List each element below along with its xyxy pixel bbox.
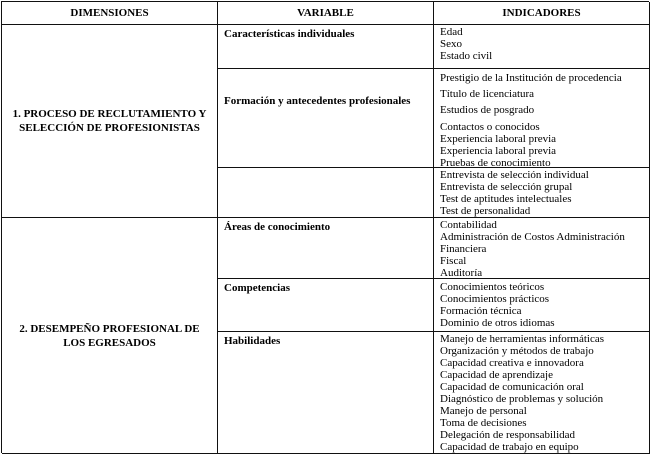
indicator-cell: [434, 218, 650, 279]
indicator-item: Dominio de otros idiomas: [440, 317, 555, 329]
indicator-item: Administración de Costos Administración: [440, 231, 625, 243]
indicator-cell: [434, 332, 650, 454]
indicator-item: Auditoría: [440, 267, 483, 279]
indicator-item: Capacidad creativa e innovadora: [440, 357, 584, 369]
indicator-item: Estado civil: [440, 50, 493, 62]
indicator-item: Conocimientos teóricos: [440, 281, 545, 293]
variable-cell: [218, 168, 434, 218]
indicator-cell: [434, 25, 650, 69]
dimension-label: 2. DESEMPEÑO PROFESIONAL DE LOS EGRESADOS: [19, 322, 200, 349]
indicator-item: Manejo de herramientas informáticas: [440, 333, 605, 345]
indicator-item: Estudios de posgrado: [440, 104, 535, 116]
variable-cell: Formación y antecedentes profesionales: [218, 69, 434, 168]
indicator-item: Capacidad de aprendizaje: [440, 369, 553, 381]
variable-cell: Áreas de conocimiento: [218, 218, 434, 279]
indicator-item: Manejo de personal: [440, 405, 527, 417]
indicator-item: Fiscal: [440, 255, 467, 267]
header-variable: VARIABLE: [218, 2, 434, 25]
indicator-item: Pruebas de conocimiento: [440, 157, 551, 169]
dimensions-table: [1, 1, 649, 453]
indicator-cell: [434, 69, 650, 168]
variable-cell: Habilidades: [218, 332, 434, 454]
variable-cell: Competencias: [218, 279, 434, 332]
indicator-item: Capacidad de trabajo en equipo: [440, 441, 579, 453]
variable-cell: Características individuales: [218, 25, 434, 69]
indicator-item: Entrevista de selección grupal: [440, 181, 573, 193]
indicator-item: Experiencia laboral previa: [440, 145, 557, 157]
indicator-item: Prestigio de la Institución de procedencia: [440, 72, 622, 84]
indicator-item: Formación técnica: [440, 305, 522, 317]
indicator-cell: [434, 279, 650, 332]
indicator-item: Sexo: [440, 38, 462, 50]
indicator-item: Toma de decisiones: [440, 417, 527, 429]
indicator-item: Edad: [440, 26, 463, 38]
indicator-item: Capacidad de comunicación oral: [440, 381, 584, 393]
indicator-item: Título de licenciatura: [440, 88, 535, 100]
indicator-item: Diagnóstico de problemas y solución: [440, 393, 604, 405]
indicator-item: Contactos o conocidos: [440, 121, 540, 133]
indicator-item: Test de aptitudes intelectuales: [440, 193, 572, 205]
indicator-item: Conocimientos prácticos: [440, 293, 550, 305]
indicator-item: Delegación de responsabilidad: [440, 429, 576, 441]
indicator-item: Financiera: [440, 243, 487, 255]
header-indicadores: INDICADORES: [434, 2, 650, 25]
indicator-item: Entrevista de selección individual: [440, 169, 589, 181]
dimension-label: 1. PROCESO DE RECLUTAMIENTO Y SELECCIÓN DE PROFESIONISTAS: [12, 108, 207, 134]
header-dimensiones: DIMENSIONES: [2, 2, 218, 25]
dimension-cell: [2, 25, 218, 218]
indicator-cell: [434, 168, 650, 218]
dimension-cell: [2, 218, 218, 454]
indicator-item: Organización y métodos de trabajo: [440, 345, 594, 357]
indicator-item: Experiencia laboral previa: [440, 133, 557, 145]
indicator-item: Test de personalidad: [440, 205, 531, 217]
indicator-item: Contabilidad: [440, 219, 497, 231]
